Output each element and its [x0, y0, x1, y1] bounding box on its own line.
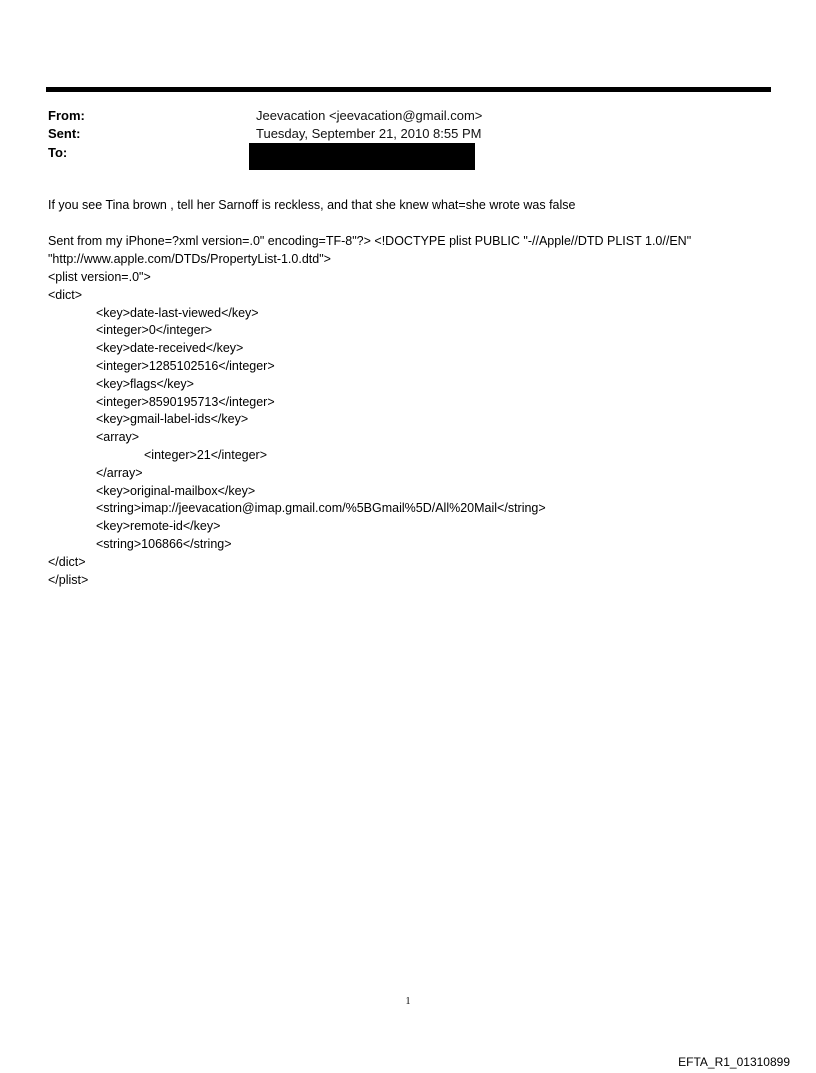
plist-line: <integer>1285102516</integer> — [96, 358, 275, 373]
plist-line: <plist version=.0"> — [48, 270, 151, 284]
sent-from-line-1: Sent from my iPhone=?xml version=.0" encoding=TF-8"?> <!DOCTYPE plist PUBLIC "-//Apple//DTD PLIST 1.0//EN" — [48, 234, 692, 248]
redaction-box — [249, 143, 475, 170]
plist-block — [48, 269, 546, 589]
plist-line: <dict> — [48, 287, 83, 302]
sent-value: Tuesday, September 21, 2010 8:55 PM — [256, 126, 482, 141]
plist-line: </array> — [96, 465, 143, 480]
plist-line: <key>remote-id</key> — [96, 519, 221, 534]
plist-line: <string>imap://jeevacation@imap.gmail.com/%5BGmail%5D/All%20Mail</string> — [96, 501, 546, 516]
plist-line: </plist> — [48, 572, 89, 587]
header-rule — [46, 87, 771, 92]
plist-line: <integer>0</integer> — [96, 323, 213, 338]
plist-line: <key>flags</key> — [96, 376, 194, 391]
plist-line: <integer>8590195713</integer> — [96, 394, 275, 409]
from-label: From: — [48, 108, 85, 123]
sent-label: Sent: — [48, 126, 81, 141]
plist-line: </dict> — [48, 554, 86, 569]
plist-line: <string>106866</string> — [96, 536, 232, 551]
plist-line: <key>gmail-label-ids</key> — [96, 412, 249, 427]
to-label: To: — [48, 145, 68, 160]
bates-number: EFTA_R1_01310899 — [678, 1055, 790, 1069]
plist-line: <key>date-received</key> — [96, 341, 244, 356]
sent-from-line-2: "http://www.apple.com/DTDs/PropertyList-1.0.dtd"> — [48, 252, 331, 266]
message-text: If you see Tina brown , tell her Sarnoff is reckless, and that she knew what=she wrote was false — [48, 198, 576, 212]
plist-line: <key>date-last-viewed</key> — [96, 305, 259, 320]
plist-line: <integer>21</integer> — [144, 447, 268, 462]
from-value: Jeevacation <jeevacation@gmail.com> — [256, 108, 483, 123]
plist-line: <key>original-mailbox</key> — [96, 483, 256, 498]
page-number: 1 — [405, 996, 411, 1007]
plist-line: <array> — [96, 430, 140, 445]
